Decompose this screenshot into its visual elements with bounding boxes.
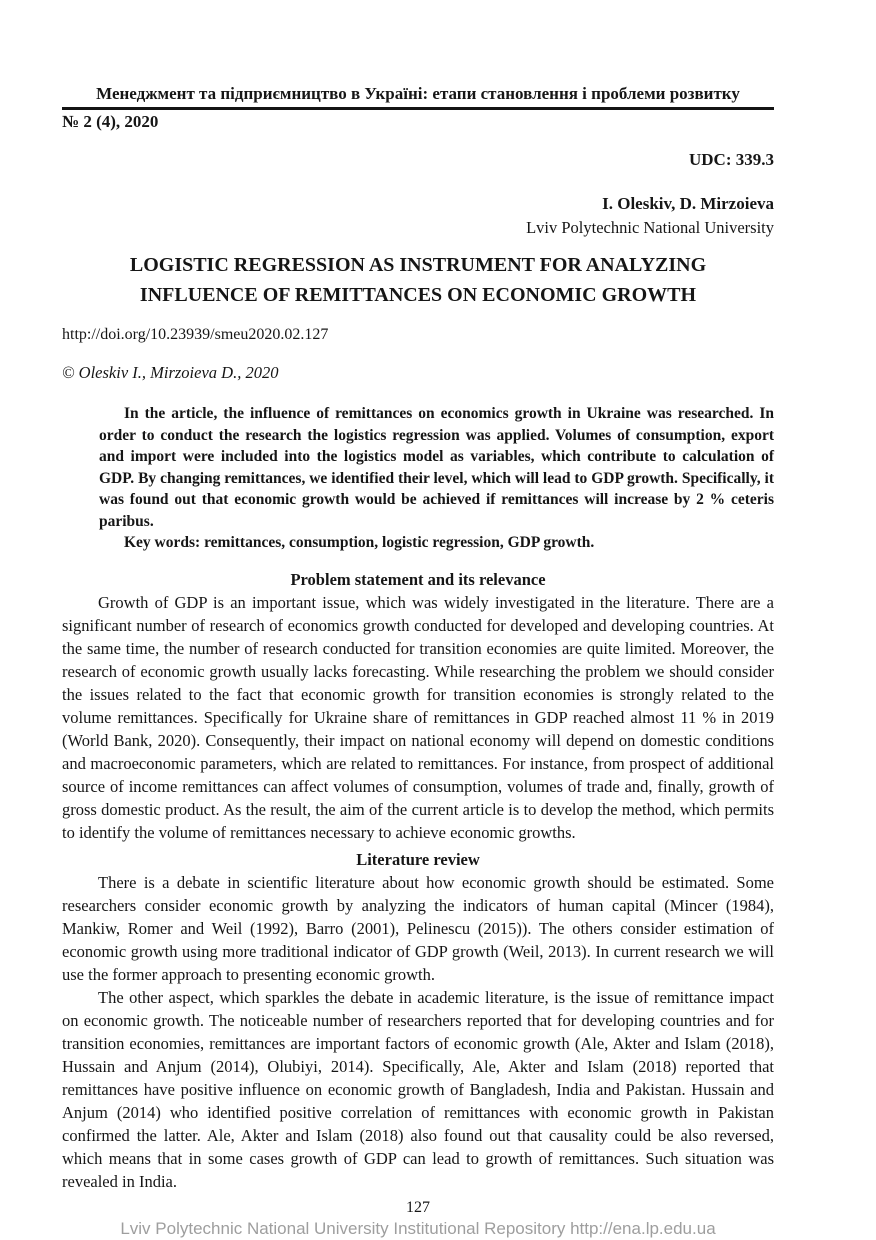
authors: I. Oleskiv, D. Mirzoieva (602, 194, 774, 213)
article-title-line-2: INFLUENCE OF REMITTANCES ON ECONOMIC GROWTH (139, 284, 697, 306)
journal-header: Менеджмент та підприємництво в Україні: етапи становлення і проблеми розвитку (62, 84, 774, 110)
udc-code: UDC: 339.3 (689, 150, 774, 169)
article-title (62, 250, 774, 310)
abstract-block (99, 403, 774, 554)
page-number: 127 (406, 1198, 430, 1216)
doi-link: http://doi.org/10.23939/smeu2020.02.127 (62, 326, 329, 343)
paragraph-literature-review-2: The other aspect, which sparkles the debate in academic literature, is the issue of remittance impact on economic growth. The noticeable number of researchers reported that for developing countries and for transition economies, remittances are important factors of economic growth (Ale, Akter and Islam (2018), Hussain and Anjum (2014), Olubiyi, 2014). Specifically, Ale, Akter and Islam (2018) reported that remittances have positive influence on economic growth of Bangladesh, India and Pakistan. Hussain and Anjum (2014) who identified positive correlation of remittances with economic growth in Pakistan confirmed the latter. Ale, Akter and Islam (2018) also found out that causality could be also reversed, which means that in some cases growth of GDP can lead to growth of remittances. Such situation was revealed in India. (62, 987, 774, 1191)
repository-footer: Lviv Polytechnic National University Institutional Repository http://ena.lp.edu.ua (120, 1218, 716, 1238)
section-heading-literature-review: Literature review (356, 849, 480, 869)
copyright-notice: © Oleskiv I., Mirzoieva D., 2020 (62, 363, 279, 382)
paragraph-literature-review-1: There is a debate in scientific literature about how economic growth should be estimated. Some researchers consider economic growth by analyzing the indicators of human capital (Mincer (1984), Mankiw, Romer and Weil (1992), Barro (2001), Pelinescu (2015)). The others consider estimation of economic growth using more traditional indicator of GDP growth (Weil, 2013). In current research we will use the former approach to presenting economic growth. (62, 872, 774, 984)
section-heading-problem-statement: Problem statement and its relevance (290, 569, 546, 589)
affiliation: Lviv Polytechnic National University (526, 218, 774, 237)
abstract-text: In the article, the influence of remittances on economics growth in Ukraine was researched. In order to conduct the research the logistics regression was applied. Volumes of consumption, export and import were included into the logistics model as variables, which contribute to calculation of GDP. By changing remittances, we identified their level, which will lead to GDP growth. Specifically, it was found out that economic growth would be achieved if remittances will increase by 2 % ceteris paribus. (99, 405, 774, 530)
journal-issue: № 2 (4), 2020 (62, 112, 159, 131)
article-title-line-1: LOGISTIC REGRESSION AS INSTRUMENT FOR ANALYZING (129, 254, 707, 276)
paragraph-problem-statement: Growth of GDP is an important issue, which was widely investigated in the literature. There are a significant number of research of economics growth conducted for developed and developing countries. At the same time, the number of research conducted for transition economies are quite limited. Moreover, the research of economic growth usually lacks forecasting. While researching the problem we should consider the issues related to the fact that economic growth for transition economies is strongly related to the volume remittances. Specifically for Ukraine share of remittances in GDP reached almost 11 % in 2019 (World Bank, 2020). Consequently, their impact on national economy will depend on domestic conditions and macroeconomic parameters, which are related to remittances. For instance, from prospect of additional source of income remittances can affect volumes of consumption, volumes of trade and, finally, growth of gross domestic product. As the result, the aim of the current article is to develop the method, which permits to identify the volume of remittances necessary to achieve economic growths. (62, 592, 774, 842)
keywords-line: Key words: remittances, consumption, logistic regression, GDP growth. (124, 534, 595, 551)
